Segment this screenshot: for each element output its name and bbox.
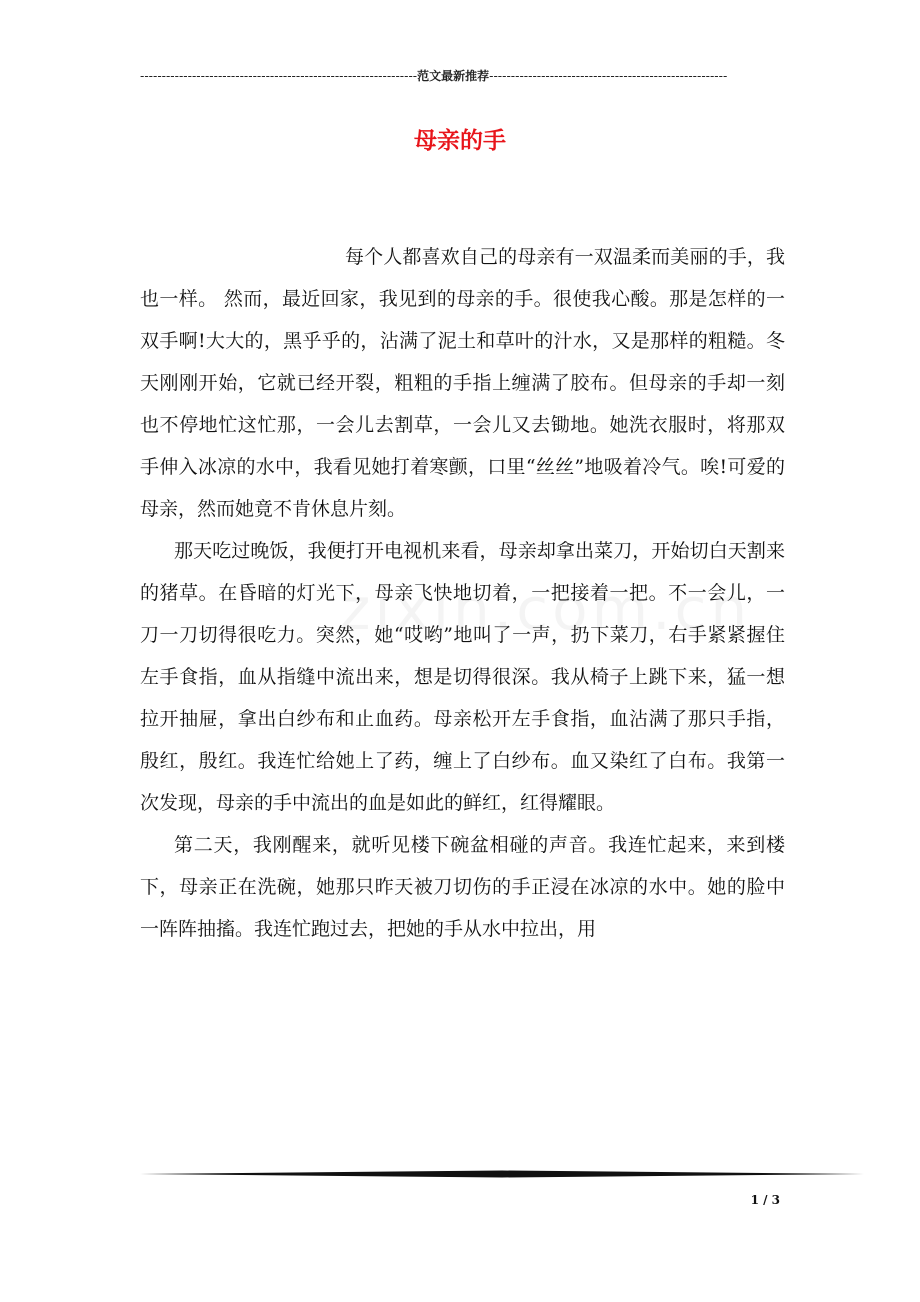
header-banner [140, 68, 770, 84]
footer-divider [140, 1170, 864, 1178]
paragraph-1: 每个人都喜欢自己的母亲有一双温柔而美丽的手，我也一样。 然而，最近回家，我见到的母亲的手。很使我心酸。那是怎样的一双手啊!大大的，黑乎乎的，沾满了泥土和草叶的汁水，又是那样的粗糙。冬天刚刚开始，它就已经开裂，粗粗的手指上缠满了胶布。但母亲的手却一刻也不停地忙这忙那，一会儿去割草，一会儿又去锄地。她洗衣服时，将那双手伸入冰凉的水中，我看见她打着寒颤，口里“丝丝”地吸着冷气。唉!可爱的母亲，然而她竟不肯休息片刻。 [140, 246, 785, 520]
document-body [140, 236, 785, 950]
document-title: 母亲的手 [414, 127, 506, 154]
paragraph-3: 第二天，我刚醒来，就听见楼下碗盆相碰的声音。我连忙起来，来到楼下，母亲正在洗碗，她那只昨天被刀切伤的手正浸在冰凉的水中。她的脸中一阵阵抽搐。我连忙跑过去，把她的手从水中拉出，用 [140, 834, 785, 940]
header-label: 范文最新推荐 [417, 69, 490, 83]
header-dashes-left: ---------------------------------------------------------------- [140, 69, 418, 83]
paragraph-2: 那天吃过晚饭，我便打开电视机来看，母亲却拿出菜刀，开始切白天割来的猪草。在昏暗的灯光下，母亲飞快地切着，一把接着一把。不一会儿，一刀一刀切得很吃力。突然，她“哎哟”地叫了一声，扔下菜刀，右手紧紧握住左手食指，血从指缝中流出来，想是切得很深。我从椅子上跳下来，猛一想拉开抽屉，拿出白纱布和止血药。母亲松开左手食指，血沾满了那只手指，殷红，殷红。我连忙给她上了药，缠上了白纱布。血又染红了白布。我第一次发现，母亲的手中流出的血是如此的鲜红，红得耀眼。 [140, 540, 785, 814]
header-dashes-right: ------------------------------------------------------- [489, 69, 728, 83]
page-number: 1 / 3 [750, 1193, 780, 1207]
